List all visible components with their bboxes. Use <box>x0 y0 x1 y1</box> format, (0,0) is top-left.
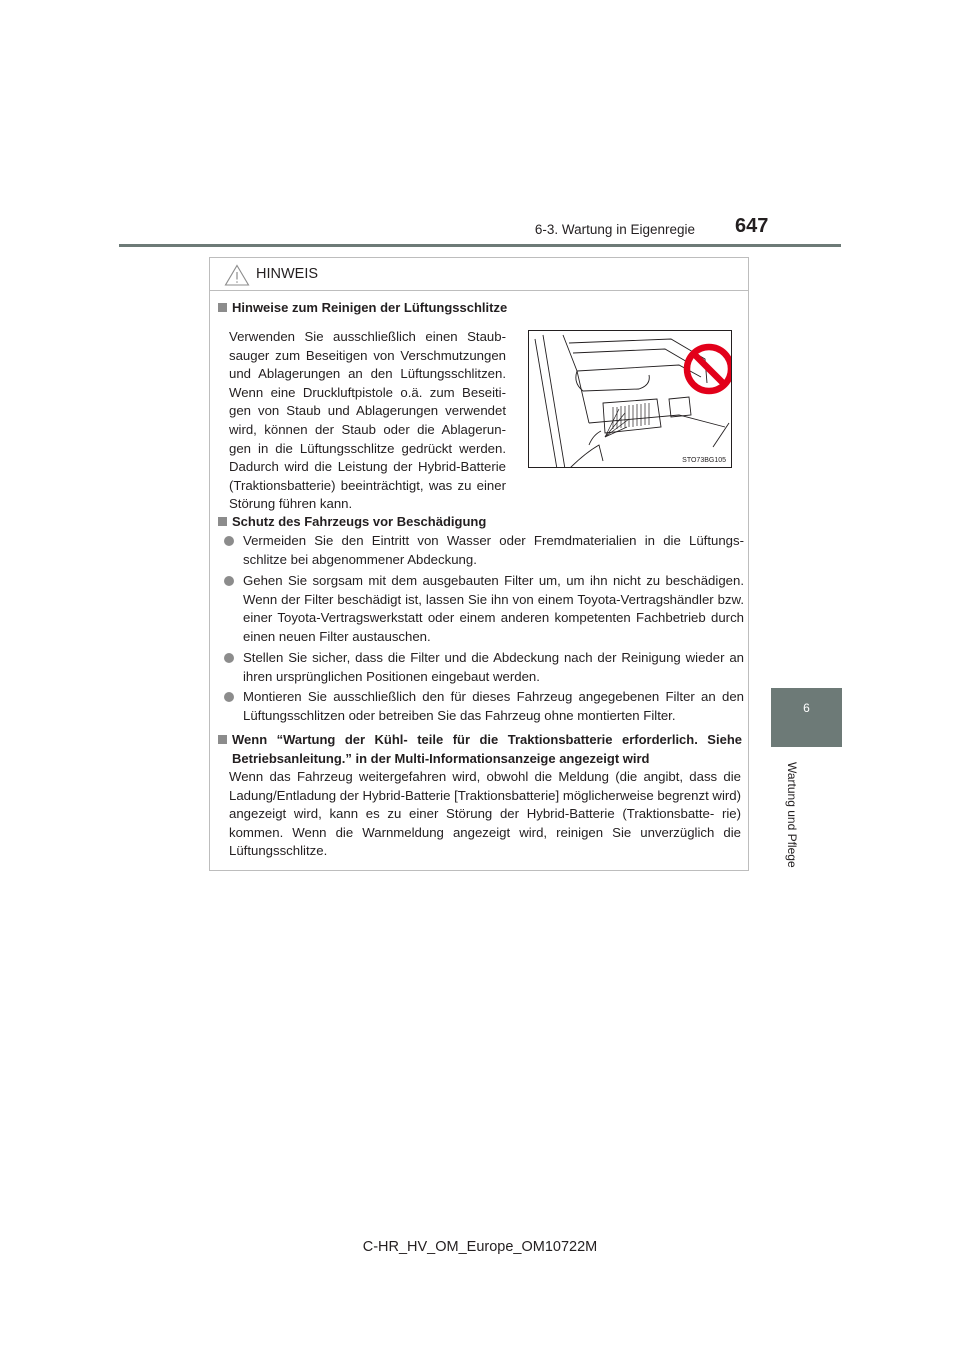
list-item <box>224 572 744 646</box>
section-title-text: Wenn “Wartung der Kühl- teile für die Traktionsbatterie erforderlich. Siehe Betriebsanleitung.” in der Multi-Informationsanzeige angezeigt wird <box>232 732 742 766</box>
list-item-text: Stellen Sie sicher, dass die Filter und die Abdeckung nach der Reinigung wieder an ihren ursprünglichen Positionen eingebaut werden. <box>243 650 744 684</box>
footer-document-id: C-HR_HV_OM_Europe_OM10722M <box>362 1239 598 1255</box>
round-bullet-icon <box>224 576 234 586</box>
chapter-number: 6 <box>803 701 810 715</box>
list-item <box>224 688 744 725</box>
page-number: 647 <box>735 215 769 237</box>
compressed-air-illustration <box>529 331 732 468</box>
list-item-text: Vermeiden Sie den Eintritt von Wasser oder Fremdmaterialien in die Lüftungs- schlitze bei abgenommener Abdeckung. <box>243 533 744 567</box>
notice-box <box>209 257 749 871</box>
square-bullet-icon <box>218 735 227 744</box>
section-title-text: Schutz des Fahrzeugs vor Beschädigung <box>232 514 487 529</box>
vacuum-illustration <box>528 330 732 468</box>
header-section-title: 6-3. Wartung in Eigenregie <box>534 222 695 237</box>
list-item <box>224 532 744 569</box>
section-title-text: Hinweise zum Reinigen der Lüftungsschlitze <box>232 300 508 315</box>
round-bullet-icon <box>224 692 234 702</box>
list-item <box>224 649 744 686</box>
round-bullet-icon <box>224 653 234 663</box>
list-item-text: Montieren Sie ausschließlich den für dieses Fahrzeug angegebenen Filter an den Lüftungsschlitzen oder betreiben Sie das Fahrzeug ohne montierten Filter. <box>243 689 744 723</box>
illustration-id: STO73BG105 <box>682 457 726 464</box>
notice-title: HINWEIS <box>256 266 319 282</box>
chapter-label <box>783 762 803 872</box>
section-title-warning-message <box>218 730 742 768</box>
square-bullet-icon <box>218 517 227 526</box>
list-item-text: Gehen Sie sorgsam mit dem ausgebauten Filter um, um ihn nicht zu beschädigen. Wenn der Filter beschädigt ist, lassen Sie ihn von einem Toyota-Vertragshändler bzw. einer Toyota-Vertragswerkstatt oder einem anderen kompetenten Fachbetrieb durch einen neuen Filter austauschen. <box>243 573 744 644</box>
section-title-protection <box>218 512 738 531</box>
section-title-cleaning <box>218 298 738 317</box>
header-rule <box>119 244 841 247</box>
round-bullet-icon <box>224 536 234 546</box>
warning-message-paragraph: Wenn das Fahrzeug weitergefahren wird, obwohl die Meldung (die angibt, dass die Ladung/Entladung der Hybrid-Batterie [Traktionsbatterie] möglicherweise begrenzt wird) angezeigt wird, kann es zu einer Störung der Hybrid-Batterie (Traktionsbatte- rie) kommen. Wenn die Warnmeldung angezeigt wird, reinigen Sie unverzüglich die Lüftungsschlitze. <box>229 769 741 859</box>
square-bullet-icon <box>218 303 227 312</box>
notice-header <box>210 258 748 291</box>
chapter-tab <box>771 688 842 747</box>
prohibition-icon <box>687 347 731 391</box>
chapter-label-text: Wartung und Pflege <box>785 762 799 868</box>
warning-triangle-icon <box>224 264 250 286</box>
cleaning-paragraph: Verwenden Sie ausschließlich einen Staub- sauger zum Beseitigen von Verschmutzungen und Ablagerungen an den Lüftungsschlitzen. Wenn eine Druckluftpistole o.ä. zum Beseiti- gen von Staub und Ablagerungen verwendet wird, können der Staub oder die Ablagerun- gen in die Lüftungsschlitze gedrückt werden. Dadurch wird die Leistung der Hybrid-Batterie (Traktionsbatterie) beeinträchtigt, was zu einer Störung führen kann. <box>229 329 506 512</box>
